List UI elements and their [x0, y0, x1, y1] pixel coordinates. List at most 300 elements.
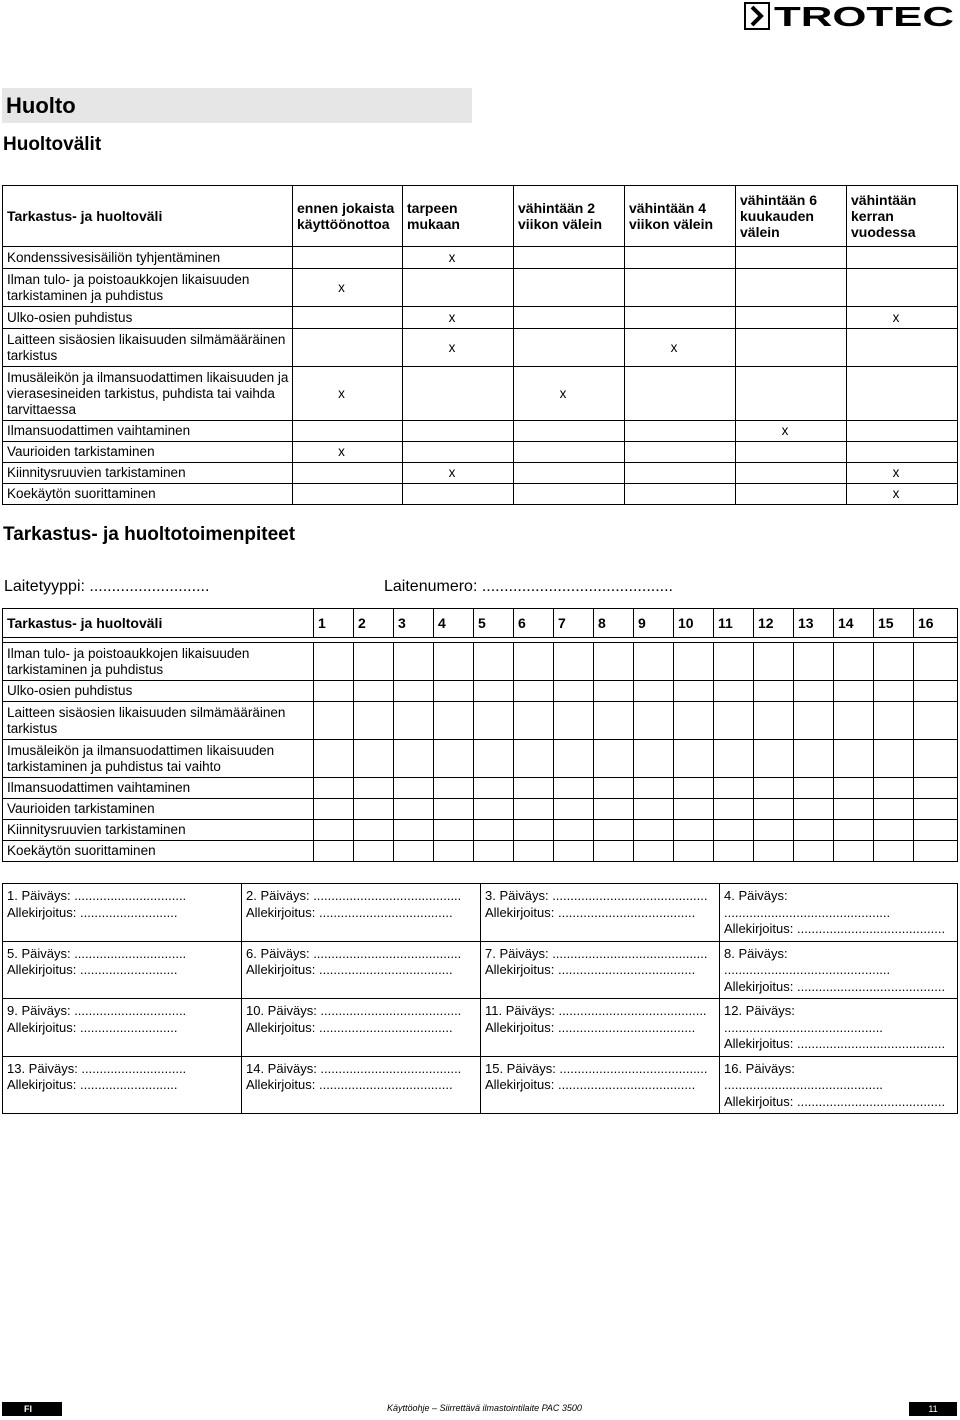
log-table-header — [3, 609, 958, 638]
log-entry-cell[interactable] — [914, 643, 958, 681]
section-title: Huolto — [6, 93, 76, 118]
signature-field[interactable]: Allekirjoitus: ........................... — [7, 962, 178, 977]
log-entry-cell[interactable] — [594, 778, 634, 799]
log-entry-cell[interactable] — [674, 799, 714, 820]
signature-field[interactable]: Allekirjoitus: ..................................... — [246, 1019, 453, 1035]
log-entry-cell[interactable] — [674, 702, 714, 740]
table-row — [3, 643, 958, 681]
log-entry-cell[interactable] — [394, 841, 434, 862]
log-entry-cell[interactable] — [914, 740, 958, 778]
row-label: Kiinnitysruuvien tarkistaminen — [3, 463, 293, 484]
date-field[interactable]: 6. Päiväys: ......................................... — [246, 945, 462, 961]
mark-cell — [514, 442, 625, 463]
log-entry-cell[interactable] — [674, 681, 714, 702]
mark-cell: x — [847, 463, 958, 484]
log-entry-cell[interactable] — [634, 799, 674, 820]
interval-number: 1 — [314, 609, 354, 638]
log-entry-cell[interactable] — [314, 740, 354, 778]
interval-table — [2, 185, 958, 505]
signature-row — [3, 999, 958, 1057]
log-entry-cell[interactable] — [474, 702, 514, 740]
signature-row — [3, 884, 958, 942]
mark-cell — [736, 367, 847, 421]
log-entry-cell[interactable] — [834, 740, 874, 778]
row-label: Ulko-osien puhdistus — [3, 307, 293, 329]
date-field[interactable]: 3. Päiväys: ........................................... — [485, 888, 708, 903]
log-entry-cell[interactable] — [834, 681, 874, 702]
interval-number: 16 — [914, 609, 958, 638]
device-number-field: Laitenumero: ........................................... — [384, 578, 673, 595]
signature-cell — [720, 884, 958, 942]
log-entry-cell[interactable] — [514, 820, 554, 841]
log-entry-cell[interactable] — [594, 820, 634, 841]
log-entry-cell[interactable] — [634, 778, 674, 799]
mark-cell — [514, 247, 625, 269]
log-entry-cell[interactable] — [314, 778, 354, 799]
log-entry-cell[interactable] — [634, 820, 674, 841]
interval-number: 11 — [714, 609, 754, 638]
mark-cell: x — [403, 247, 514, 269]
signature-row — [3, 1056, 958, 1114]
log-entry-cell[interactable] — [914, 799, 958, 820]
date-field[interactable]: 1. Päiväys: ............................... — [7, 888, 187, 903]
log-entry-cell[interactable] — [674, 778, 714, 799]
mark-cell — [293, 329, 403, 367]
table-row — [3, 307, 958, 329]
log-entry-cell[interactable] — [514, 841, 554, 862]
signature-field[interactable]: Allekirjoitus: ...................................... — [485, 904, 696, 920]
date-field[interactable]: 14. Päiväys: ....................................... — [246, 1060, 462, 1076]
row-label: Koekäytön suorittaminen — [3, 484, 293, 505]
table-row — [3, 247, 958, 269]
date-field[interactable]: 15. Päiväys: ......................................... — [485, 1060, 708, 1076]
log-entry-cell[interactable] — [834, 841, 874, 862]
log-entry-cell[interactable] — [794, 799, 834, 820]
mark-cell — [847, 247, 958, 269]
date-field[interactable]: 12. Päiväys: ............................................ — [724, 1003, 883, 1035]
log-entry-cell[interactable] — [474, 799, 514, 820]
row-label: Imusäleikön ja ilmansuodattimen likaisuuden tarkistaminen ja puhdistus tai vaihto — [3, 740, 314, 778]
log-entry-cell[interactable] — [754, 681, 794, 702]
log-entry-cell[interactable] — [634, 702, 674, 740]
log-entry-cell[interactable] — [354, 820, 394, 841]
log-entry-cell[interactable] — [754, 820, 794, 841]
log-entry-cell[interactable] — [794, 740, 834, 778]
log-entry-cell[interactable] — [594, 841, 634, 862]
log-entry-cell[interactable] — [594, 702, 634, 740]
signature-cell — [242, 1056, 481, 1114]
mark-cell — [625, 269, 736, 307]
log-entry-cell[interactable] — [474, 820, 514, 841]
signature-cell — [3, 999, 242, 1057]
signature-field[interactable]: Allekirjoitus: ......................................... — [724, 1036, 946, 1051]
row-label: Laitteen sisäosien likaisuuden silmämääräinen tarkistus — [3, 702, 314, 740]
log-entry-cell[interactable] — [314, 643, 354, 681]
interval-number: 12 — [754, 609, 794, 638]
date-field[interactable]: 16. Päiväys: ............................................ — [724, 1060, 883, 1092]
log-entry-cell[interactable] — [434, 643, 474, 681]
log-entry-cell[interactable] — [914, 778, 958, 799]
header-cell: Tarkastus- ja huoltoväli — [3, 186, 293, 247]
mark-cell: x — [403, 329, 514, 367]
signature-cell — [242, 884, 481, 942]
log-entry-cell[interactable] — [474, 643, 514, 681]
date-field[interactable]: 11. Päiväys: ......................................... — [485, 1003, 707, 1018]
log-entry-cell[interactable] — [874, 702, 914, 740]
log-entry-cell[interactable] — [474, 841, 514, 862]
signature-cell — [481, 884, 720, 942]
footer-language: FI — [2, 1402, 62, 1416]
log-entry-cell[interactable] — [354, 740, 394, 778]
signature-field[interactable]: Allekirjoitus: ..................................... — [246, 904, 453, 920]
log-entry-cell[interactable] — [794, 681, 834, 702]
mark-cell — [293, 247, 403, 269]
signature-cell — [242, 941, 481, 999]
log-entry-cell[interactable] — [354, 841, 394, 862]
mark-cell — [293, 463, 403, 484]
mark-cell — [403, 421, 514, 442]
table-row — [3, 269, 958, 307]
date-field[interactable]: 10. Päiväys: ....................................... — [246, 1003, 462, 1018]
log-entry-cell[interactable] — [794, 702, 834, 740]
table-row — [3, 329, 958, 367]
mark-cell — [514, 484, 625, 505]
table-row — [3, 681, 958, 702]
trotec-logo — [744, 2, 956, 30]
log-entry-cell[interactable] — [314, 799, 354, 820]
signature-field[interactable]: Allekirjoitus: ..................................... — [246, 1077, 453, 1092]
subsection-title-intervals: Huoltovälit — [3, 134, 102, 155]
log-entry-cell[interactable] — [674, 841, 714, 862]
signature-cell — [481, 1056, 720, 1114]
log-entry-cell[interactable] — [554, 820, 594, 841]
log-entry-cell[interactable] — [634, 841, 674, 862]
row-label: Ulko-osien puhdistus — [3, 681, 314, 702]
log-entry-cell[interactable] — [394, 681, 434, 702]
log-entry-cell[interactable] — [674, 820, 714, 841]
log-entry-cell[interactable] — [714, 681, 754, 702]
mark-cell: x — [736, 421, 847, 442]
log-entry-cell[interactable] — [754, 799, 794, 820]
log-entry-cell[interactable] — [514, 681, 554, 702]
signature-cell — [3, 884, 242, 942]
table-row — [3, 484, 958, 505]
log-entry-cell[interactable] — [914, 702, 958, 740]
interval-number: 4 — [434, 609, 474, 638]
signature-field[interactable]: Allekirjoitus: ......................................... — [724, 1093, 946, 1109]
log-entry-cell[interactable] — [434, 820, 474, 841]
table-row — [3, 740, 958, 778]
log-entry-cell[interactable] — [674, 643, 714, 681]
table-row — [3, 841, 958, 862]
interval-number: 8 — [594, 609, 634, 638]
log-entry-cell[interactable] — [594, 740, 634, 778]
header-cell: Tarkastus- ja huoltoväli — [3, 609, 314, 638]
row-label: Kondenssivesisäiliön tyhjentäminen — [3, 247, 293, 269]
log-entry-cell[interactable] — [914, 820, 958, 841]
log-entry-cell[interactable] — [634, 740, 674, 778]
log-entry-cell[interactable] — [394, 702, 434, 740]
log-entry-cell[interactable] — [794, 778, 834, 799]
signature-field[interactable]: Allekirjoitus: ........................... — [7, 1077, 178, 1092]
log-entry-cell[interactable] — [914, 681, 958, 702]
interval-number: 15 — [874, 609, 914, 638]
signature-cell — [481, 999, 720, 1057]
mark-cell: x — [847, 484, 958, 505]
log-entry-cell[interactable] — [554, 799, 594, 820]
log-entry-cell[interactable] — [434, 799, 474, 820]
mark-cell — [736, 484, 847, 505]
date-field[interactable]: 5. Päiväys: ............................... — [7, 945, 187, 961]
row-label: Koekäytön suorittaminen — [3, 841, 314, 862]
row-label: Ilman tulo- ja poistoaukkojen likaisuuden tarkistaminen ja puhdistus — [3, 269, 293, 307]
mark-cell: x — [293, 367, 403, 421]
date-field[interactable]: 9. Päiväys: ............................... — [7, 1003, 187, 1018]
header-cell: vähintään kerran vuodessa — [847, 186, 958, 247]
mark-cell — [514, 329, 625, 367]
row-label: Imusäleikön ja ilmansuodattimen likaisuuden ja vierasesineiden tarkistus, puhdista tai vaihda tarvittaessa — [3, 367, 293, 421]
log-entry-cell[interactable] — [594, 799, 634, 820]
log-entry-cell[interactable] — [714, 778, 754, 799]
device-type-field: Laitetyyppi: ........................... — [4, 578, 210, 595]
date-field[interactable]: 2. Päiväys: ......................................... — [246, 888, 462, 903]
header-cell: vähintään 2 viikon välein — [514, 186, 625, 247]
log-entry-cell[interactable] — [314, 820, 354, 841]
header-cell: vähintään 4 viikon välein — [625, 186, 736, 247]
interval-number: 6 — [514, 609, 554, 638]
table-row — [3, 820, 958, 841]
footer-document-title: Käyttöohje – Siirrettävä ilmastointilaite PAC 3500 — [387, 1403, 582, 1413]
row-label: Vaurioiden tarkistaminen — [3, 799, 314, 820]
maintenance-log-table — [2, 608, 958, 862]
log-entry-cell[interactable] — [834, 778, 874, 799]
table-row — [3, 778, 958, 799]
log-entry-cell[interactable] — [394, 799, 434, 820]
log-entry-cell[interactable] — [434, 841, 474, 862]
signature-field[interactable]: Allekirjoitus: ........................... — [7, 1019, 178, 1035]
signature-field[interactable]: Allekirjoitus: ......................................... — [724, 978, 946, 994]
log-entry-cell[interactable] — [474, 681, 514, 702]
interval-number: 2 — [354, 609, 394, 638]
signature-cell — [720, 999, 958, 1057]
log-entry-cell[interactable] — [674, 740, 714, 778]
log-entry-cell[interactable] — [634, 681, 674, 702]
signature-field[interactable]: Allekirjoitus: ...................................... — [485, 962, 696, 977]
signature-field[interactable]: Allekirjoitus: ...................................... — [485, 1019, 696, 1035]
log-entry-cell[interactable] — [594, 643, 634, 681]
log-entry-cell[interactable] — [874, 643, 914, 681]
mark-cell — [736, 269, 847, 307]
log-entry-cell[interactable] — [594, 681, 634, 702]
mark-cell — [736, 307, 847, 329]
log-entry-cell[interactable] — [314, 681, 354, 702]
row-label: Vaurioiden tarkistaminen — [3, 442, 293, 463]
row-label: Ilmansuodattimen vaihtaminen — [3, 778, 314, 799]
table-row — [3, 799, 958, 820]
table-row — [3, 702, 958, 740]
log-entry-cell[interactable] — [794, 841, 834, 862]
log-entry-cell[interactable] — [794, 820, 834, 841]
mark-cell: x — [514, 367, 625, 421]
mark-cell — [736, 329, 847, 367]
mark-cell — [736, 463, 847, 484]
interval-number: 9 — [634, 609, 674, 638]
row-label: Kiinnitysruuvien tarkistaminen — [3, 820, 314, 841]
mark-cell — [403, 367, 514, 421]
mark-cell — [625, 307, 736, 329]
log-entry-cell[interactable] — [314, 702, 354, 740]
mark-cell — [293, 307, 403, 329]
log-entry-cell[interactable] — [434, 740, 474, 778]
log-entry-cell[interactable] — [554, 643, 594, 681]
log-entry-cell[interactable] — [874, 740, 914, 778]
log-entry-cell[interactable] — [634, 643, 674, 681]
mark-cell — [514, 463, 625, 484]
log-entry-cell[interactable] — [874, 841, 914, 862]
log-entry-cell[interactable] — [514, 740, 554, 778]
subsection-title-actions: Tarkastus- ja huoltotoimenpiteet — [3, 524, 296, 545]
log-entry-cell[interactable] — [874, 681, 914, 702]
footer-page-number: 11 — [909, 1402, 957, 1416]
log-entry-cell[interactable] — [354, 778, 394, 799]
log-entry-cell[interactable] — [914, 841, 958, 862]
mark-cell — [514, 269, 625, 307]
mark-cell — [293, 484, 403, 505]
brand-text: TROTEC — [774, 2, 954, 30]
log-entry-cell[interactable] — [874, 778, 914, 799]
mark-cell — [625, 247, 736, 269]
log-entry-cell[interactable] — [754, 702, 794, 740]
log-entry-cell[interactable] — [554, 740, 594, 778]
log-entry-cell[interactable] — [834, 643, 874, 681]
signature-cell — [481, 941, 720, 999]
mark-cell: x — [403, 307, 514, 329]
mark-cell — [847, 269, 958, 307]
log-entry-cell[interactable] — [754, 778, 794, 799]
mark-cell — [625, 421, 736, 442]
log-entry-cell[interactable] — [354, 799, 394, 820]
signature-cell — [3, 1056, 242, 1114]
date-field[interactable]: 4. Päiväys: .............................................. — [724, 888, 891, 920]
log-entry-cell[interactable] — [834, 799, 874, 820]
mark-cell — [847, 329, 958, 367]
log-entry-cell[interactable] — [794, 643, 834, 681]
log-entry-cell[interactable] — [754, 740, 794, 778]
log-entry-cell[interactable] — [354, 702, 394, 740]
log-entry-cell[interactable] — [554, 681, 594, 702]
row-label: Ilmansuodattimen vaihtaminen — [3, 421, 293, 442]
mark-cell — [736, 442, 847, 463]
mark-cell — [847, 421, 958, 442]
page-footer — [2, 1402, 957, 1416]
log-entry-cell[interactable] — [434, 702, 474, 740]
signature-table — [2, 883, 958, 1114]
log-entry-cell[interactable] — [394, 778, 434, 799]
log-entry-cell[interactable] — [394, 643, 434, 681]
header-cell: vähintään 6 kuukauden välein — [736, 186, 847, 247]
interval-number: 13 — [794, 609, 834, 638]
interval-number: 14 — [834, 609, 874, 638]
log-entry-cell[interactable] — [714, 820, 754, 841]
table-row — [3, 421, 958, 442]
mark-cell — [403, 269, 514, 307]
signature-cell — [720, 941, 958, 999]
date-field[interactable]: 13. Päiväys: ............................. — [7, 1060, 187, 1076]
log-entry-cell[interactable] — [754, 643, 794, 681]
signature-field[interactable]: Allekirjoitus: ........................... — [7, 904, 178, 920]
log-entry-cell[interactable] — [714, 702, 754, 740]
signature-cell — [720, 1056, 958, 1114]
log-entry-cell[interactable] — [874, 799, 914, 820]
interval-number: 5 — [474, 609, 514, 638]
log-entry-cell[interactable] — [554, 841, 594, 862]
signature-cell — [3, 941, 242, 999]
row-label: Ilman tulo- ja poistoaukkojen likaisuuden tarkistaminen ja puhdistus — [3, 643, 314, 681]
log-entry-cell[interactable] — [354, 681, 394, 702]
mark-cell: x — [625, 329, 736, 367]
log-entry-cell[interactable] — [554, 778, 594, 799]
log-entry-cell[interactable] — [554, 702, 594, 740]
log-entry-cell[interactable] — [514, 643, 554, 681]
log-entry-cell[interactable] — [514, 799, 554, 820]
log-entry-cell[interactable] — [314, 841, 354, 862]
mark-cell — [514, 307, 625, 329]
log-entry-cell[interactable] — [474, 778, 514, 799]
mark-cell — [736, 247, 847, 269]
header-cell: tarpeen mukaan — [403, 186, 514, 247]
signature-field[interactable]: Allekirjoitus: ......................................... — [724, 921, 946, 936]
mark-cell: x — [403, 463, 514, 484]
log-entry-cell[interactable] — [514, 702, 554, 740]
log-entry-cell[interactable] — [714, 643, 754, 681]
mark-cell — [403, 484, 514, 505]
log-entry-cell[interactable] — [754, 841, 794, 862]
mark-cell — [847, 367, 958, 421]
header-cell: ennen jokaista käyttöönottoa — [293, 186, 403, 247]
table-row — [3, 367, 958, 421]
mark-cell — [847, 442, 958, 463]
log-entry-cell[interactable] — [714, 740, 754, 778]
log-entry-cell[interactable] — [514, 778, 554, 799]
date-field[interactable]: 7. Päiväys: ........................................... — [485, 945, 708, 961]
row-label: Laitteen sisäosien likaisuuden silmämääräinen tarkistus — [3, 329, 293, 367]
mark-cell — [625, 484, 736, 505]
mark-cell — [625, 463, 736, 484]
log-entry-cell[interactable] — [434, 681, 474, 702]
log-entry-cell[interactable] — [394, 740, 434, 778]
signature-field[interactable]: Allekirjoitus: ..................................... — [246, 962, 453, 977]
log-entry-cell[interactable] — [874, 820, 914, 841]
mark-cell — [625, 442, 736, 463]
log-entry-cell[interactable] — [834, 702, 874, 740]
mark-cell: x — [847, 307, 958, 329]
log-entry-cell[interactable] — [394, 820, 434, 841]
mark-cell — [514, 421, 625, 442]
interval-table-header — [3, 186, 958, 247]
mark-cell — [293, 421, 403, 442]
table-row — [3, 442, 958, 463]
log-entry-cell[interactable] — [474, 740, 514, 778]
log-entry-cell[interactable] — [834, 820, 874, 841]
log-entry-cell[interactable] — [354, 643, 394, 681]
log-entry-cell[interactable] — [434, 778, 474, 799]
log-entry-cell[interactable] — [714, 799, 754, 820]
log-entry-cell[interactable] — [714, 841, 754, 862]
interval-number: 7 — [554, 609, 594, 638]
signature-field[interactable]: Allekirjoitus: ...................................... — [485, 1077, 696, 1092]
interval-number: 3 — [394, 609, 434, 638]
date-field[interactable]: 8. Päiväys: .............................................. — [724, 945, 891, 977]
